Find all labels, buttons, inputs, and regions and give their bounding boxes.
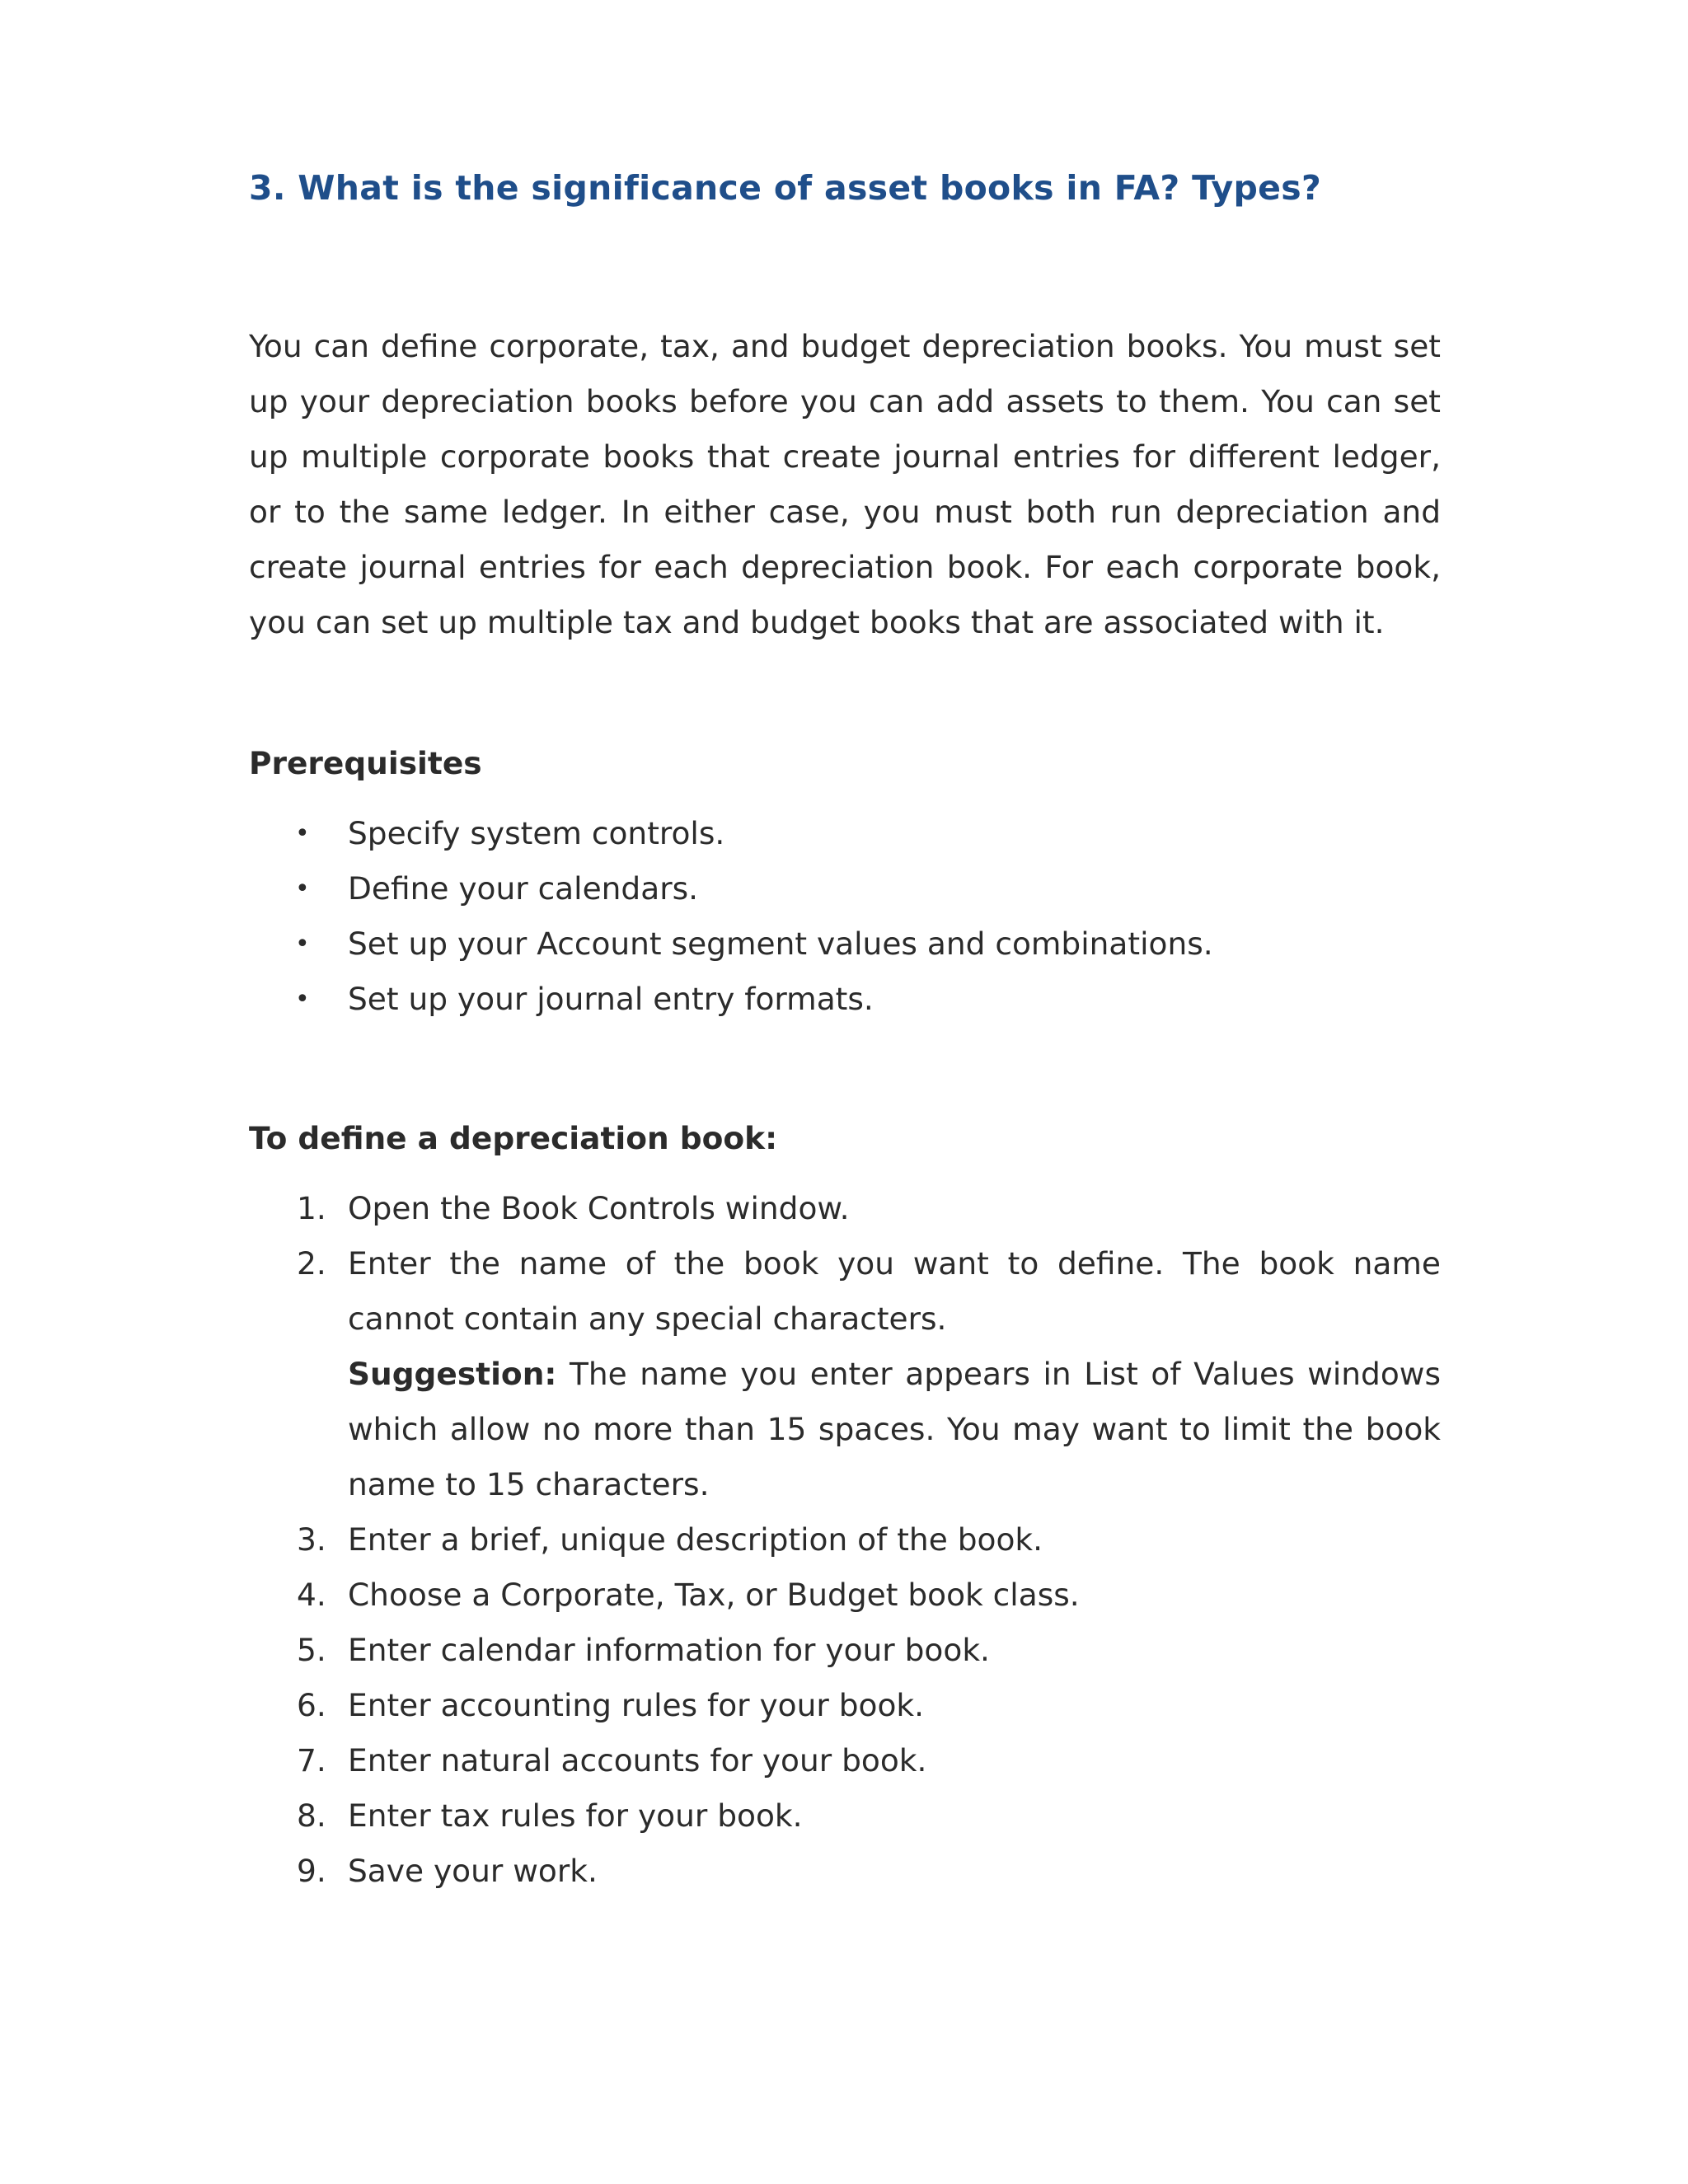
step-item xyxy=(249,1512,1441,1568)
step-number: 5. xyxy=(297,1632,326,1669)
step-number: 9. xyxy=(297,1853,326,1890)
define-book-title: To define a depreciation book: xyxy=(249,1120,778,1157)
prerequisites-list xyxy=(249,806,1441,1027)
step-text: Enter tax rules for your book. xyxy=(348,1797,803,1835)
prerequisite-text: Define your calendars. xyxy=(348,870,699,907)
step-item xyxy=(249,1844,1441,1899)
page-heading: 3. What is the significance of asset books in FA? Types? xyxy=(249,168,1322,208)
step-number: 3. xyxy=(297,1521,326,1558)
step-text: Enter calendar information for your book. xyxy=(348,1632,990,1669)
bullet-icon: • xyxy=(295,819,310,849)
prerequisite-text: Specify system controls. xyxy=(348,815,725,852)
bullet-icon: • xyxy=(295,874,310,904)
step-number: 6. xyxy=(297,1687,326,1724)
step-number: 8. xyxy=(297,1797,326,1835)
step-item xyxy=(249,1788,1441,1844)
step-item xyxy=(249,1568,1441,1623)
prerequisite-item xyxy=(249,806,1441,861)
step-text: Choose a Corporate, Tax, or Budget book class. xyxy=(348,1577,1080,1614)
step-item xyxy=(249,1181,1441,1236)
suggestion-label: Suggestion: xyxy=(348,1356,557,1393)
suggestion-text: The name you enter appears in List of Values windows which allow no more than 15 spaces. You may want to limit the book name to 15 characters. xyxy=(348,1356,1441,1503)
step-item xyxy=(249,1678,1441,1733)
suggestion-note xyxy=(348,1347,1441,1512)
step-number: 4. xyxy=(297,1577,326,1614)
step-item xyxy=(249,1236,1441,1512)
bullet-icon: • xyxy=(295,985,310,1015)
prerequisite-text: Set up your journal entry formats. xyxy=(348,981,874,1018)
step-number: 1. xyxy=(297,1190,326,1227)
step-text: Enter accounting rules for your book. xyxy=(348,1687,925,1724)
prerequisite-item xyxy=(249,861,1441,916)
step-item xyxy=(249,1733,1441,1788)
step-number: 2. xyxy=(297,1245,326,1282)
intro-paragraph: You can define corporate, tax, and budget depreciation books. You must set up your depreciation books before you can add assets to them. You can set up multiple corporate books that create journal entries for different ledger, or to the same ledger. In either case, you must both run depreciation and create journal entries for each depreciation book. For each corporate book, you can set up multiple tax and budget books that are associated with it. xyxy=(249,328,1441,641)
prerequisite-item xyxy=(249,916,1441,972)
step-text: Enter a brief, unique description of the book. xyxy=(348,1521,1043,1558)
document-page xyxy=(249,165,1441,1899)
prerequisite-text: Set up your Account segment values and combinations. xyxy=(348,926,1213,963)
bullet-icon: • xyxy=(295,930,310,959)
prerequisites-title: Prerequisites xyxy=(249,745,482,782)
step-text: Save your work. xyxy=(348,1853,598,1890)
define-book-steps xyxy=(249,1181,1441,1899)
prerequisite-item xyxy=(249,972,1441,1027)
step-number: 7. xyxy=(297,1742,326,1779)
step-text: Enter the name of the book you want to define. The book name cannot contain any special characters. xyxy=(348,1245,1441,1338)
step-text: Open the Book Controls window. xyxy=(348,1190,850,1227)
step-text: Enter natural accounts for your book. xyxy=(348,1742,927,1779)
step-item xyxy=(249,1623,1441,1678)
